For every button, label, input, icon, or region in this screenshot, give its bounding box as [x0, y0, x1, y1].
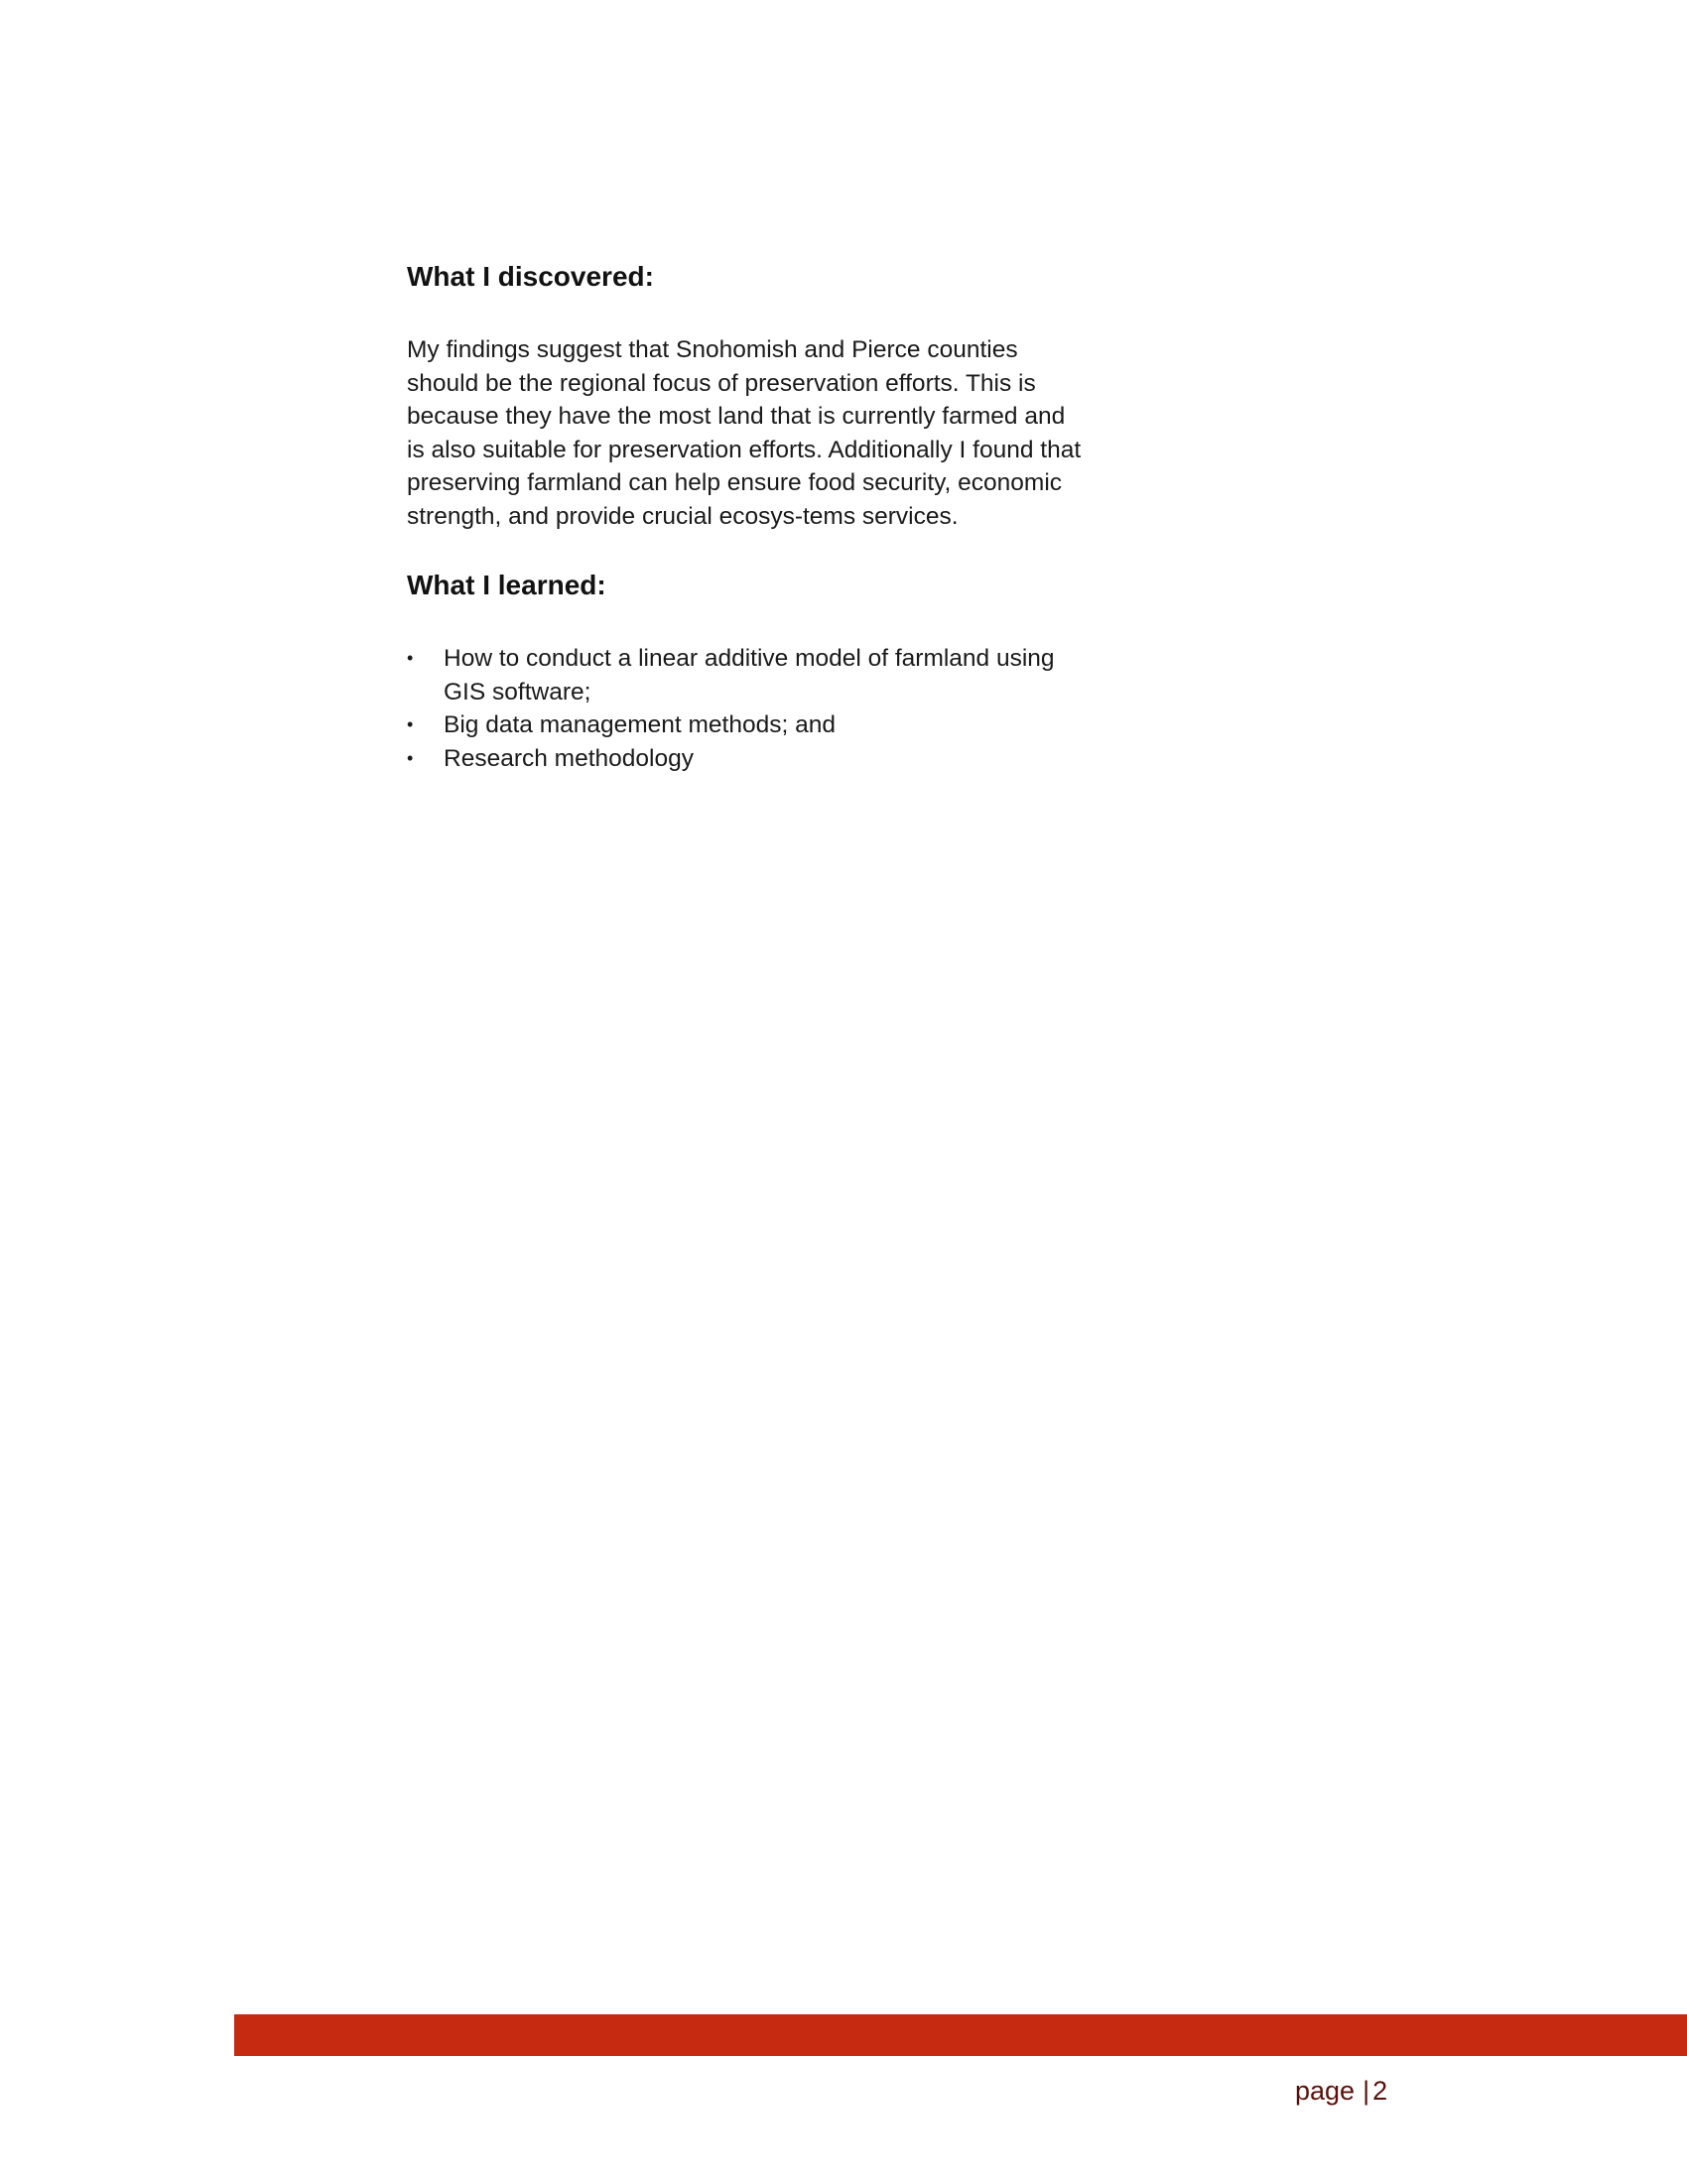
footer-bar — [234, 2014, 1687, 2056]
page-separator: | — [1363, 2076, 1370, 2106]
list-item — [407, 642, 1082, 708]
page-label: page — [1295, 2076, 1356, 2106]
bullet-icon: • — [407, 747, 414, 768]
learned-heading: What I learned: — [407, 570, 606, 600]
page-content — [407, 260, 1082, 775]
list-item — [407, 742, 1082, 776]
page-number — [1295, 2074, 1387, 2108]
page-number-value: 2 — [1372, 2076, 1388, 2106]
discovered-paragraph: My findings suggest that Snohomish and Pierce counties should be the regional focus of preservation efforts. This is because they have the most land that is currently farmed and is also suitable for preservation efforts. Additionally I found that preserving farmland can help ensure food security, economic strength, and provide crucial ecosys-tems services. — [407, 336, 1082, 530]
list-item — [407, 708, 1082, 742]
bullet-icon: • — [407, 714, 414, 734]
list-item-text: How to conduct a linear additive model of farmland using GIS software; — [444, 645, 1055, 706]
learned-list — [407, 642, 1082, 775]
list-item-text: Big data management methods; and — [444, 711, 836, 738]
discovered-heading: What I discovered: — [407, 261, 654, 292]
bullet-icon: • — [407, 648, 414, 668]
list-item-text: Research methodology — [444, 744, 694, 772]
